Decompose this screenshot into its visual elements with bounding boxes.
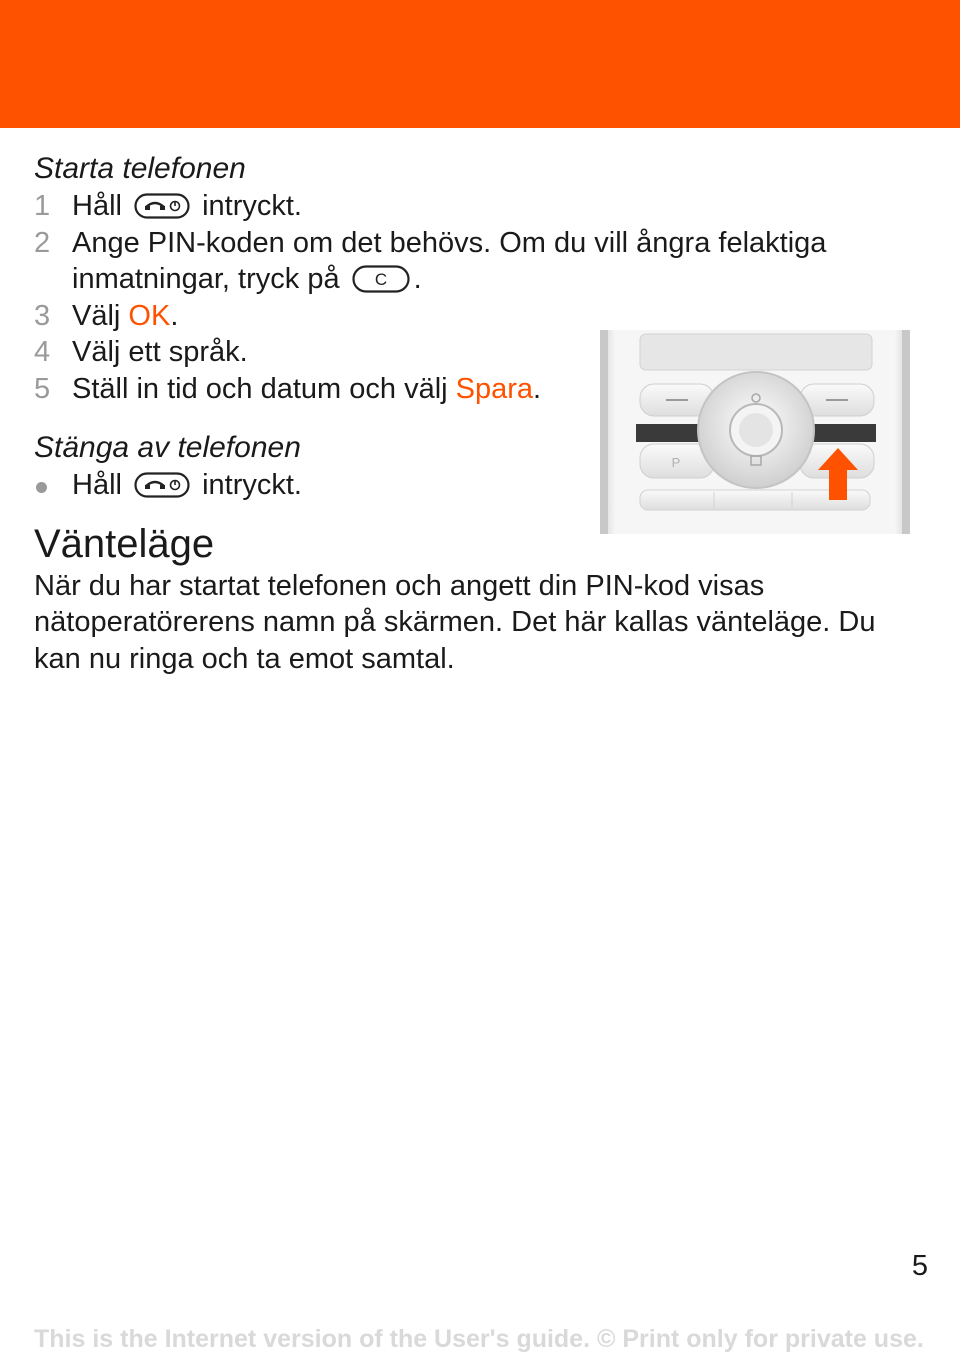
phone-keypad-illustration (596, 330, 914, 534)
step-number: 5 (34, 372, 51, 405)
step-text: inmatningar, tryck på (72, 263, 340, 295)
softkey-label-ok: OK (128, 299, 171, 332)
softkey-label-spara: Spara (455, 372, 534, 405)
step-text: . (170, 299, 179, 332)
footer-note: This is the Internet version of the User's guide. © Print only for private use. (34, 1325, 924, 1353)
step-text: intryckt. (202, 469, 302, 501)
page-number: 5 (911, 1250, 928, 1282)
step-3 (34, 298, 934, 335)
heading-stanga-av-telefonen: Stänga av telefonen (34, 431, 301, 464)
heading-vantelage: Vänteläge (34, 521, 215, 566)
svg-text:P: P (671, 455, 681, 470)
step-number: 3 (34, 299, 51, 332)
bullet-icon (36, 482, 47, 493)
step-text: Välj ett språk. (72, 336, 248, 368)
step-text: intryckt. (202, 190, 302, 222)
vantelage-paragraph: När du har startat telefonen och angett din PIN-kod visas nätoperatörerens namn på skärmen. Det här kallas vänteläge. Du kan nu ringa och ta emot samtal. (34, 569, 876, 675)
step-text: . (533, 372, 542, 405)
step-text: Ställ in tid och datum och välj (72, 372, 456, 405)
end-call-power-key-icon (134, 193, 190, 219)
svg-text:C: C (374, 270, 387, 289)
step-text: . (413, 263, 422, 295)
step-1 (34, 188, 934, 225)
top-color-bar (0, 0, 960, 128)
step-number: 1 (34, 190, 51, 222)
c-key-icon (352, 265, 410, 293)
step-text: Håll (72, 469, 122, 501)
step-number: 4 (34, 336, 51, 368)
heading-starta-telefonen: Starta telefonen (34, 152, 246, 185)
step-text: Håll (72, 190, 122, 222)
step-text: Välj (72, 299, 129, 332)
step-2 (34, 225, 934, 298)
step-number: 2 (34, 226, 51, 259)
end-call-power-key-icon (134, 472, 190, 498)
step-text: Ange PIN-koden om det behövs. Om du vill ångra felaktiga (72, 226, 827, 259)
